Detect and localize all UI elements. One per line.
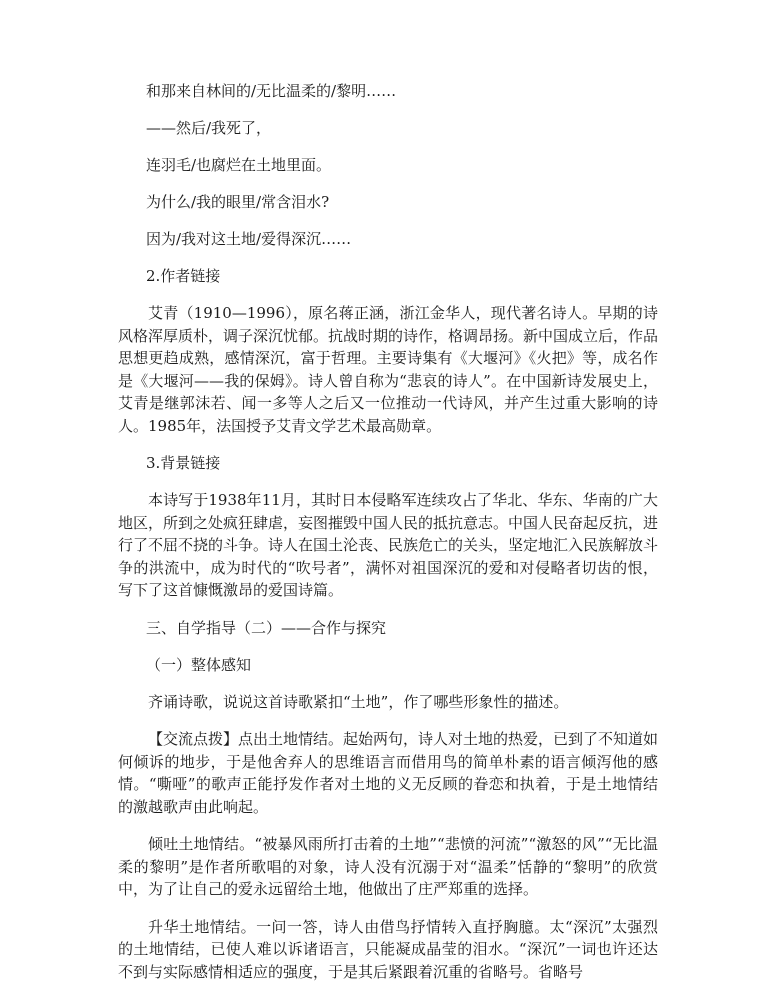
poem-line: 为什么/我的眼里/常含泪水? bbox=[146, 193, 330, 211]
poem-line: 因为/我对这土地/爱得深沉…… bbox=[146, 230, 352, 248]
self-study-heading: 三、自学指导（二）——合作与探究 bbox=[146, 618, 387, 637]
analysis-paragraph-1: 【交流点拨】点出土地情结。起始两句，诗人对土地的热爱，已到了不知道如何倾诉的地步，于是他舍弃人的思维语言而借用鸟的简单朴素的语言倾泻他的感情。“嘶哑”的歌声正能抒发作者对土地的义无反顾的眷恋和执着，于是土地情结的激越歌声由此响起。 bbox=[118, 730, 659, 816]
background-paragraph: 本诗写于1938年11月，其时日本侵略军连续攻占了华北、华东、华南的广大地区，所到之处疯狂肆虐，妄图摧毁中国人民的抵抗意志。中国人民奋起反抗，进行了不屈不挠的斗争。诗人在国土沦丧、民族危亡的关头，坚定地汇入民族解放斗争的洪流中，成为时代的“吹号者”，满怀对祖国深沉的爱和对侵略者切齿的恨，写下了这首慷慨激昂的爱国诗篇。 bbox=[118, 491, 659, 599]
author-paragraph: 艾青（1910—1996），原名蒋正涵，浙江金华人，现代著名诗人。早期的诗风格浑厚质朴，调子深沉忧郁。抗战时期的诗作，格调昂扬。新中国成立后，作品思想更趋成熟，感情深沉，富于哲理。主要诗集有《大堰河》《火把》等，成名作是《大堰河——我的保姆》。诗人曾自称为“悲哀的诗人”。在中国新诗发展史上，艾青是继郭沫若、闻一多等人之后又一位推动一代诗风，并产生过重大影响的诗人。1985年，法国授予艾青文学艺术最高勋章。 bbox=[118, 304, 659, 435]
author-heading: 2.作者链接 bbox=[146, 267, 221, 285]
analysis-paragraph-2: 倾吐土地情结。“被暴风雨所打击着的土地”“悲愤的河流”“激怒的风”“无比温柔的黎明”是作者所歌唱的对象，诗人没有沉溺于对“温柔”恬静的“黎明”的欣赏中，为了让自己的爱永远留给土地，他做出了庄严郑重的选择。 bbox=[118, 835, 658, 898]
background-heading: 3.背景链接 bbox=[146, 454, 221, 472]
overall-perception-subheading: （一）整体感知 bbox=[146, 655, 252, 674]
poem-line: 连羽毛/也腐烂在土地里面。 bbox=[146, 156, 332, 174]
poem-line: ——然后/我死了， bbox=[146, 119, 272, 137]
analysis-paragraph-3: 升华土地情结。一问一答，诗人由借鸟抒情转入直抒胸臆。太“深沉”太强烈的土地情结，已使人难以诉诸语言，只能凝成晶莹的泪水。“深沉”一词也许还达不到与实际感情相适应的强度，于是其后紧跟着沉重的省略号。省略号 bbox=[118, 917, 658, 981]
question-prompt: 齐诵诗歌，说说这首诗歌紧扣“土地”，作了哪些形象性的描述。 bbox=[148, 692, 569, 711]
poem-line: 和那来自林间的/无比温柔的/黎明…… bbox=[146, 82, 397, 100]
document-body bbox=[118, 80, 658, 998]
